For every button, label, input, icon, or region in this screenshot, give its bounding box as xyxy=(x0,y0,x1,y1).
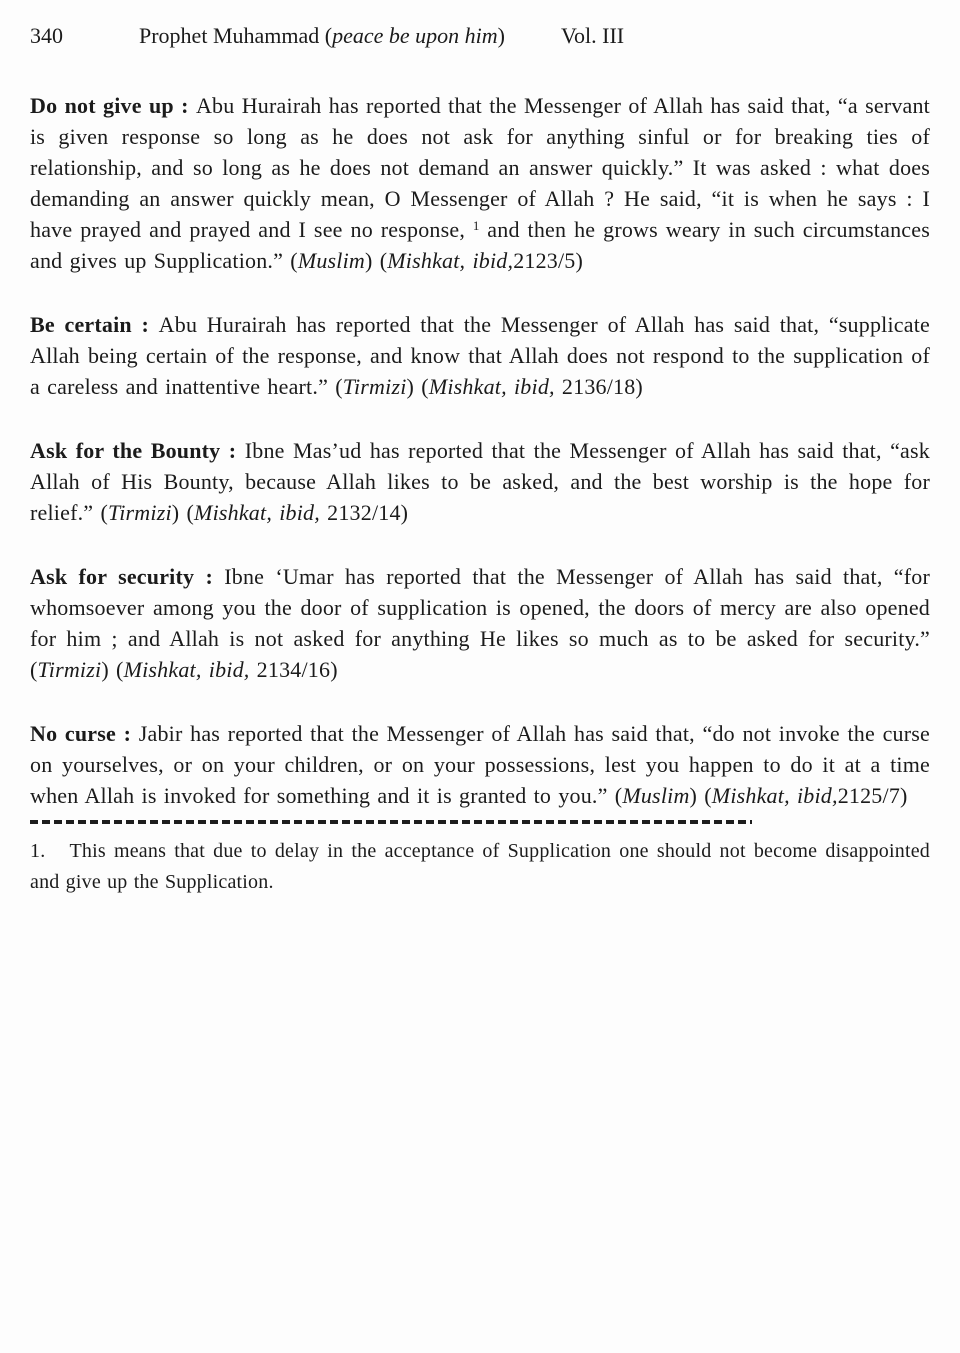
footnote-divider xyxy=(30,820,752,824)
paragraph-no-curse: No curse : Jabir has reported that the Messenger of Allah has said that, “do not invoke the curse on yourselves, or on your children, or on your possessions, lest you happen to do it at a time when Allah is invoked for something and it is granted to you.” (Muslim) (Mishkat, ibid,2125/7) xyxy=(30,721,930,808)
footnote-1: 1. This means that due to delay in the acceptance of Supplication one should not become disappointed and give up the Supplication. xyxy=(30,840,930,893)
paragraph-do-not-give-up: Do not give up : Abu Hurairah has reported that the Messenger of Allah has said that, “a servant is given response so long as he does not ask for anything sinful or for breaking ties of relationship, and so long as he does not demand an answer quickly.” It was asked : what does demanding an answer quickly mean, O Messenger of Allah ? He said, “it is when he says : I have prayed and prayed and I see no response, $^1$ and then he grows weary in such circumstances and gives up Supplication.” (Muslim) (Mishkat, ibid,2123/5) xyxy=(30,93,930,273)
paragraph-ask-for-security: Ask for security : Ibne ‘Umar has reported that the Messenger of Allah has said that, “for whomsoever among you the door of supplication is opened, the doors of mercy are also opened for him ; and Allah is not asked for anything He likes so much as to be asked for security.” (Tirmizi) (Mishkat, ibid, 2134/16) xyxy=(30,564,930,682)
page-header xyxy=(30,22,930,50)
paragraph-ask-for-the-bounty: Ask for the Bounty : Ibne Mas’ud has reported that the Messenger of Allah has said that, “ask Allah of His Bounty, because Allah likes to be asked, and the best worship is the hope for relief.” (Tirmizi) (Mishkat, ibid, 2132/14) xyxy=(30,438,930,525)
running-title: Prophet Muhammad (peace be upon him) xyxy=(139,23,505,48)
volume-label: Vol. III xyxy=(560,23,625,48)
page-number: 340 xyxy=(30,23,63,48)
paragraph-be-certain: Be certain : Abu Hurairah has reported that the Messenger of Allah has said that, “supplicate Allah being certain of the response, and know that Allah does not respond to the supplication of a careless and inattentive heart.” (Tirmizi) (Mishkat, ibid, 2136/18) xyxy=(30,312,930,399)
